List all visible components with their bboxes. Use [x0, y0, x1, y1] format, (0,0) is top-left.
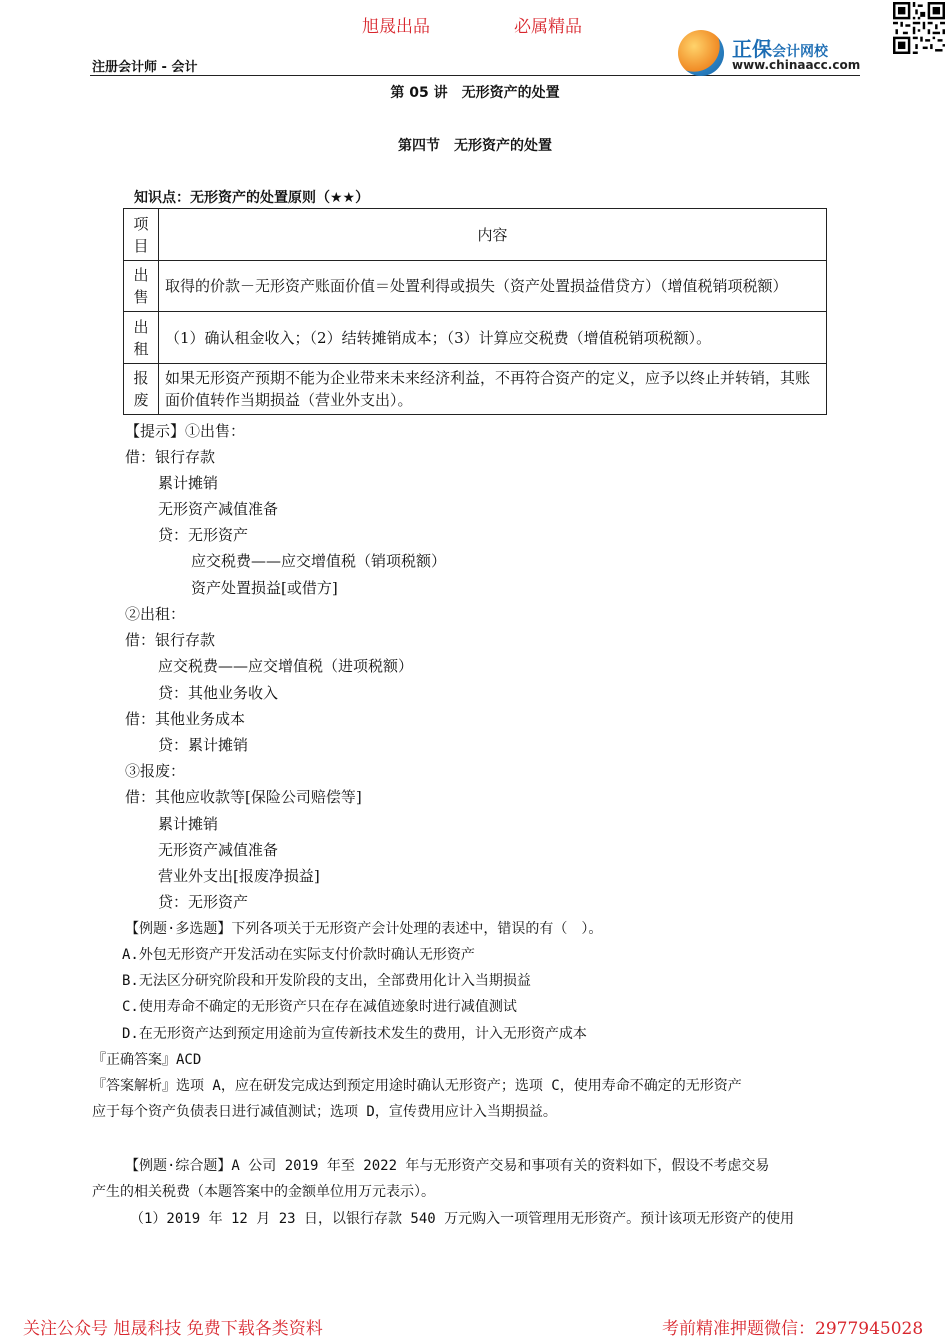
hint-line: 贷：累计摊销 [158, 736, 249, 754]
brand-sub: 会计网校 [772, 44, 828, 60]
footer-left-promo: 关注公众号 旭晟科技 免费下载各类资料 [23, 1319, 323, 1339]
brand-name: 正保 [732, 37, 772, 61]
hint-line: 资产处置损益[或借方] [191, 579, 338, 597]
hint-line: 累计摊销 [158, 474, 219, 492]
header-key-cell: 项目 [124, 209, 159, 261]
hint-line: 无形资产减值准备 [158, 500, 279, 518]
example1-question: 【例题·多选题】下列各项关于无形资产会计处理的表述中，错误的有（ ）。 [125, 921, 603, 937]
brand-url: www.chinaacc.com [732, 58, 861, 72]
hint-line: ②出租： [125, 605, 186, 623]
hint-line: 贷：无形资产 [158, 893, 249, 911]
hint-line: 借：银行存款 [125, 448, 216, 466]
row-content-cell: 如果无形资产预期不能为企业带来未来经济利益，不再符合资产的定义，应予以终止并转销，其账面价值转作当期损益（营业外支出）。 [159, 364, 827, 415]
example1-analysis-line: 『答案解析』选项 A，应在研发完成达到预定用途时确认无形资产；选项 C，使用寿命不确定的无形资产 [92, 1078, 742, 1094]
hint-line: 借：其他应收款等[保险公司赔偿等] [125, 788, 362, 806]
example2-line: （1）2019 年 12 月 23 日，以银行存款 540 万元购入一项管理用无形资产。预计该项无形资产的使用 [130, 1211, 795, 1227]
table-row [124, 312, 827, 364]
example1-option-a: A.外包无形资产开发活动在实际支付价款时确认无形资产 [122, 947, 475, 963]
row-key-cell: 出租 [124, 312, 159, 364]
row-key-cell: 报废 [124, 364, 159, 415]
hint-line: 累计摊销 [158, 815, 219, 833]
table-row [124, 364, 827, 415]
qr-code-icon [893, 2, 945, 54]
knowledge-point-title: 知识点：无形资产的处置原则（★★） [134, 190, 370, 206]
row-content-cell: （1）确认租金收入；（2）结转摊销成本；（3）计算应交税费（增值税销项税额）。 [159, 312, 827, 364]
promo-right: 必属精品 [514, 17, 582, 37]
lecture-title: 第 05 讲 无形资产的处置 [390, 85, 560, 101]
subject-label: 注册会计师 - 会计 [92, 60, 198, 75]
example1-analysis-line: 应于每个资产负债表日进行减值测试；选项 D，宣传费用应计入当期损益。 [92, 1104, 557, 1120]
hint-line: 应交税费——应交增值税（进项税额） [158, 657, 414, 675]
promo-left: 旭晟出品 [362, 17, 430, 37]
brand-logo-icon [678, 30, 724, 76]
hint-line: 应交税费——应交增值税（销项税额） [191, 552, 447, 570]
example2-line: 产生的相关税费（本题答案中的金额单位用万元表示）。 [92, 1184, 435, 1200]
hint-line: 借：其他业务成本 [125, 710, 246, 728]
example1-answer: 『正确答案』ACD [92, 1052, 202, 1068]
row-key-cell: 出售 [124, 261, 159, 312]
example1-option-b: B.无法区分研究阶段和开发阶段的支出，全部费用化计入当期损益 [122, 973, 531, 989]
footer-right-promo: 考前精准押题微信：2977945028 [662, 1319, 924, 1339]
row-content-cell: 取得的价款－无形资产账面价值＝处置利得或损失（资产处置损益借贷方）（增值税销项税额） [159, 261, 827, 312]
header-content-cell: 内容 [159, 209, 827, 261]
table-row [124, 261, 827, 312]
hint-line: 贷：无形资产 [158, 526, 249, 544]
hint-line: ③报废： [125, 762, 186, 780]
section-title: 第四节 无形资产的处置 [398, 138, 552, 154]
example2-line: 【例题·综合题】A 公司 2019 年至 2022 年与无形资产交易和事项有关的资料如下，假设不考虑交易 [125, 1158, 770, 1174]
hint-line: 【提示】①出售： [125, 422, 246, 440]
example1-option-d: D.在无形资产达到预定用途前为宣传新技术发生的费用，计入无形资产成本 [122, 1026, 587, 1042]
disposal-principles-table [123, 208, 827, 415]
example1-option-c: C.使用寿命不确定的无形资产只在存在减值迹象时进行减值测试 [122, 999, 517, 1015]
table-header-row [124, 209, 827, 261]
hint-line: 无形资产减值准备 [158, 841, 279, 859]
hint-line: 营业外支出[报废净损益] [158, 867, 320, 885]
header-divider [90, 75, 860, 76]
hint-line: 贷：其他业务收入 [158, 684, 279, 702]
hint-line: 借：银行存款 [125, 631, 216, 649]
